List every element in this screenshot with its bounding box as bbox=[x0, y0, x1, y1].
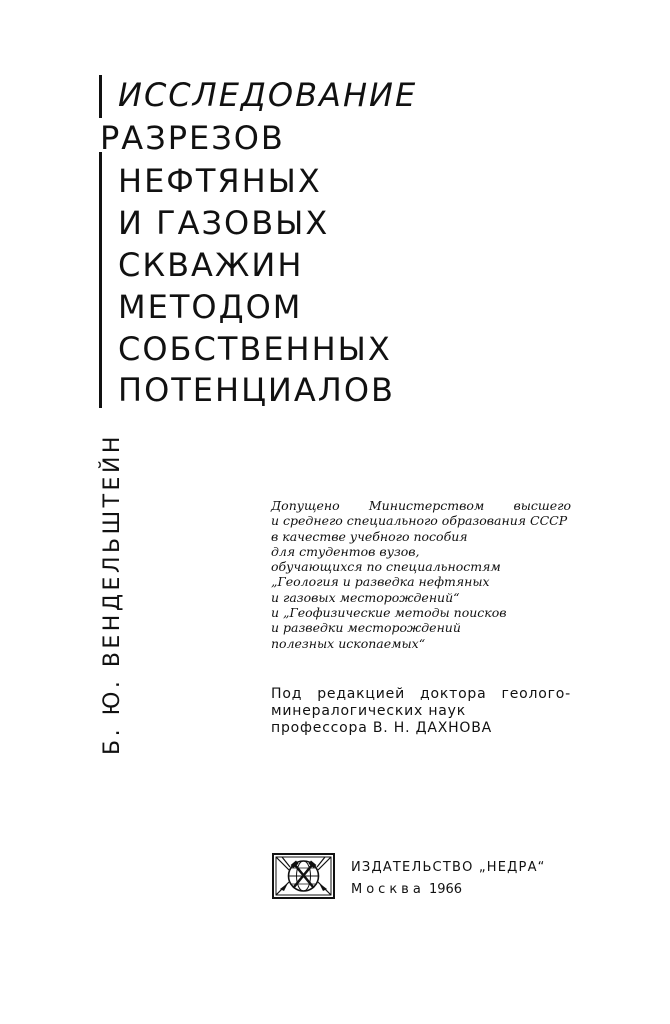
title-line-6: МЕТОДОМ bbox=[118, 288, 303, 326]
title-vertical-rule-bottom bbox=[99, 152, 102, 408]
approval-line-5: обучающихся по специальностям bbox=[271, 559, 501, 575]
approval-line-1-word-2: Министерством bbox=[368, 498, 485, 513]
title-line-2: РАЗРЕЗОВ bbox=[100, 119, 285, 157]
editor-line-2: минералогических наук bbox=[271, 703, 467, 719]
approval-line-1-word-3: высшего bbox=[513, 498, 571, 513]
approval-line-10: полезных ископаемых“ bbox=[271, 635, 426, 651]
editor-line-1-word-1: Под bbox=[271, 686, 303, 702]
publisher-name: ИЗДАТЕЛЬСТВО „НЕДРА“ bbox=[351, 860, 546, 875]
editor-credit bbox=[271, 686, 571, 737]
title-line-8: ПОТЕНЦИАЛОВ bbox=[118, 371, 395, 409]
editor-line-1 bbox=[271, 686, 571, 703]
approval-line-4: для студентов вузов, bbox=[271, 543, 420, 559]
imprint-year: 1966 bbox=[428, 882, 463, 897]
title-line-5: СКВАЖИН bbox=[118, 246, 304, 284]
title-line-7: СОБСТВЕННЫХ bbox=[118, 330, 392, 368]
approval-line-1 bbox=[271, 498, 571, 513]
approval-note bbox=[271, 498, 571, 651]
editor-line-1-word-2: редакцией bbox=[317, 686, 405, 702]
editor-line-1-word-3: доктора bbox=[420, 686, 487, 702]
editor-line-3: профессора В. Н. ДАХНОВА bbox=[271, 720, 493, 736]
approval-line-9: и разведки месторождений bbox=[271, 620, 461, 636]
editor-line-1-word-4: геолого- bbox=[501, 686, 571, 702]
editor-line-1-justify bbox=[271, 686, 571, 703]
approval-line-3: в качестве учебного пособия bbox=[271, 528, 468, 544]
title-line-3: НЕФТЯНЫХ bbox=[118, 162, 322, 200]
approval-line-1-word-1: Допущено bbox=[271, 498, 340, 513]
title-line-1: ИССЛЕДОВАНИЕ bbox=[118, 76, 418, 114]
imprint-city: Москва bbox=[351, 882, 425, 897]
imprint-line bbox=[351, 882, 462, 897]
approval-line-6: „Геология и разведка нефтяных bbox=[271, 574, 490, 590]
approval-line-2: и среднего специального образования СССР bbox=[271, 513, 568, 529]
title-line-4: И ГАЗОВЫХ bbox=[118, 204, 330, 242]
approval-line-8: и „Геофизические методы поисков bbox=[271, 605, 507, 621]
publisher-logo-icon bbox=[272, 853, 335, 899]
author-name: Б. Ю. ВЕНДЕЛЬШТЕЙН bbox=[100, 433, 125, 755]
approval-line-1-justify bbox=[271, 498, 571, 513]
approval-line-7: и газовых месторождений“ bbox=[271, 589, 460, 605]
title-vertical-rule-top bbox=[99, 75, 102, 118]
